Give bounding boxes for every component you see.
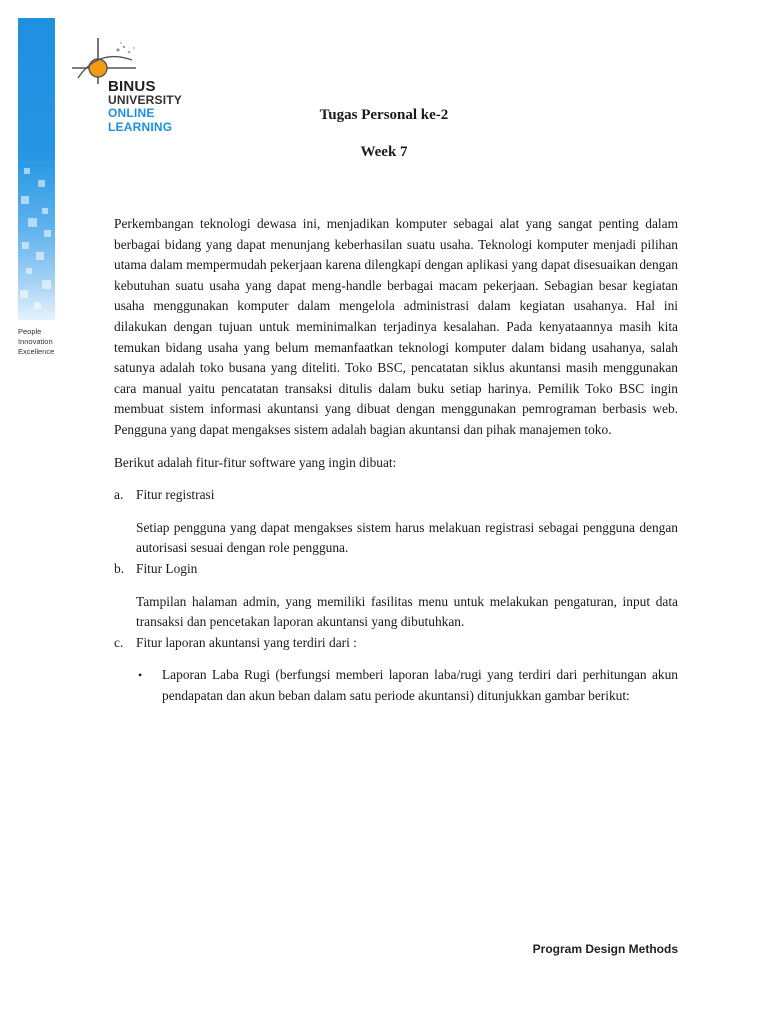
feature-item-a (114, 485, 678, 506)
feature-label: Fitur Login (136, 560, 198, 576)
feature-marker: c. (114, 634, 124, 650)
logo-online: ONLINE (108, 106, 155, 120)
document-body (114, 214, 678, 706)
tagline-innovation: Innovation (18, 337, 53, 346)
feature-label: Fitur laporan akuntansi yang terdiri dari : (136, 634, 357, 650)
footer-course-name: Program Design Methods (532, 942, 678, 956)
tagline-excellence: Excellence (18, 347, 55, 356)
binus-logo (72, 38, 192, 143)
bullet-text: Laporan Laba Rugi (berfungsi memberi laporan laba/rugi yang terdiri dari perhitungan akun pendapatan dan akun beban dalam satu periode akuntansi) ditunjukkan gambar berikut: (162, 667, 678, 703)
feature-label: Fitur registrasi (136, 487, 215, 503)
logo-learning: LEARNING (108, 119, 173, 134)
feature-item-b (114, 559, 678, 580)
logo-university: UNIVERSITY (108, 92, 183, 107)
document-subtitle: Week 7 (360, 144, 408, 160)
intro-paragraph: Perkembangan teknologi dewasa ini, menjadikan komputer sebagai alat yang sangat penting dalam berbagai bidang yang dapat menunjang keberhasilan suatu usaha. Teknologi komputer menjadi pilihan utama dalam mempermudah pekerjaan karena dilengkapi dengan aplikasi yang dapat disesuaikan dengan kebutuhan suatu usaha yang dapat meng-handle berbagai macam pekerjaan. Sebagian besar kegiatan usaha menggunakan komputer dalam mengelola administrasi dalam kegiatan usahanya. Hal ini dilakukan dengan tujuan untuk meminimalkan terjadinya kesalahan. Pada kenyataannya masih kita temukan bidang usaha yang belum memanfaatkan teknologi komputer dalam bidang usahanya, salah satunya adalah toko busana yang diteliti. Toko BSC, pencatatan siklus akuntansi masih menggunakan cara manual yaitu pencatatan transaksi ditulis dalam buku setiap harinya. Pemilik Toko BSC ingin membuat sistem informasi akuntansi yang dibuat dengan menggunakan pemrograman berbasis web. Pengguna yang dapat mengakses sistem adalah bagian akuntansi dan pihak manajemen toko. (114, 216, 678, 437)
feature-marker: b. (114, 560, 125, 576)
feature-description: Tampilan halaman admin, yang memiliki fasilitas menu untuk melakukan pengaturan, input data transaksi dan pencetakan laporan akuntansi yang dibutuhkan. (136, 593, 678, 630)
document-title: Tugas Personal ke-2 (319, 107, 449, 123)
feature-description: Setiap pengguna yang dapat mengakses sistem harus melakuan registrasi sebagai pengguna dengan autorisasi sesuai dengan role pengguna. (136, 519, 678, 556)
feature-marker: a. (114, 487, 124, 503)
brand-strip (18, 18, 55, 320)
bullet-item (114, 665, 678, 706)
feature-item-c (114, 633, 678, 654)
bullet-icon: • (138, 668, 143, 683)
features-intro: Berikut adalah fitur-fitur software yang ingin dibuat: (114, 454, 397, 470)
logo-binus: BINUS (108, 78, 156, 95)
tagline-people: People (18, 327, 42, 336)
brand-tagline (18, 327, 54, 357)
